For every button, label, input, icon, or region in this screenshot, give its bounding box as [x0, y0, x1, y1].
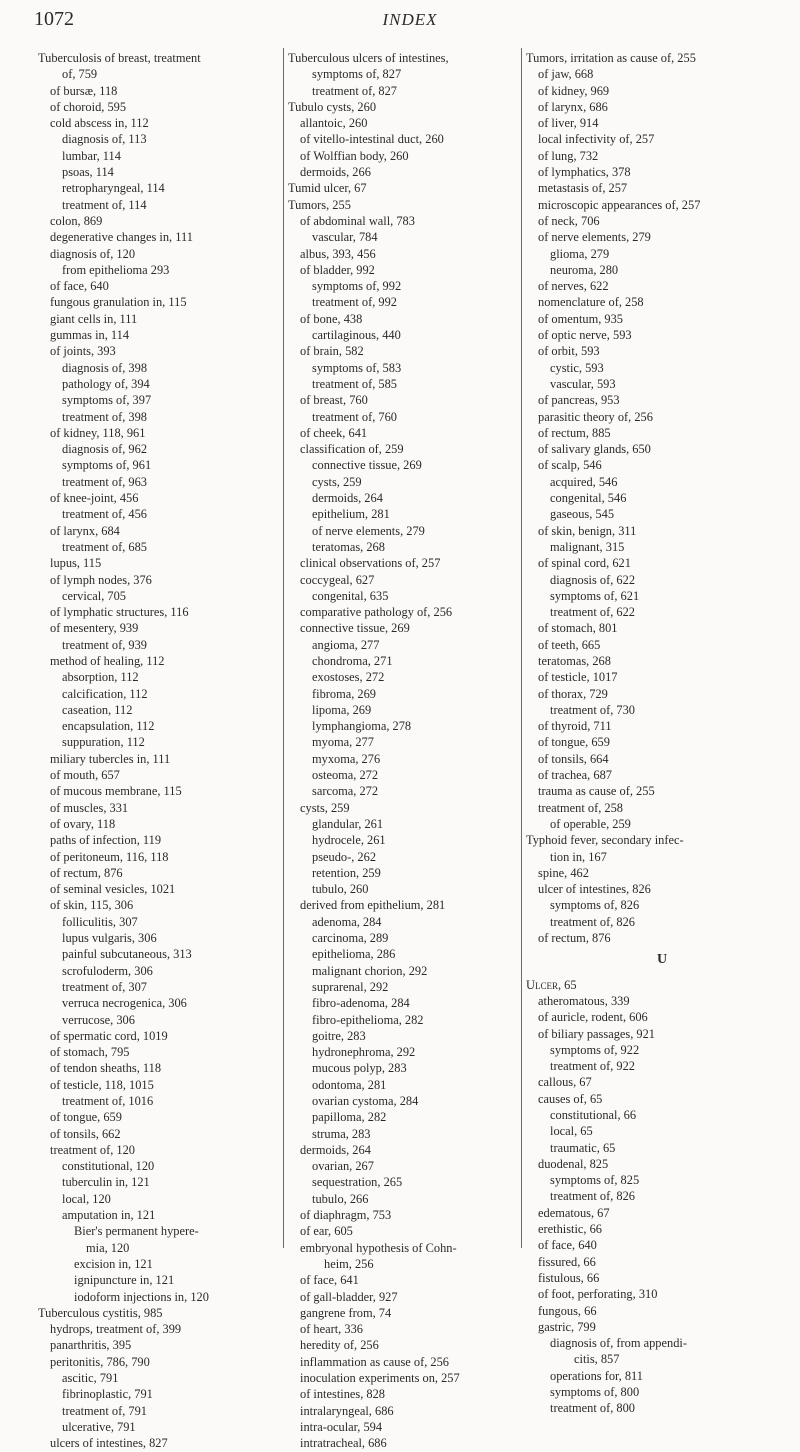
index-entry: treatment of, 1016: [62, 1094, 154, 1108]
index-entry: verrucose, 306: [62, 1012, 135, 1027]
index-entry: connective tissue, 269: [300, 621, 410, 636]
section-letter: U: [656, 952, 668, 968]
index-entry: microscopic appearances of, 257: [538, 197, 701, 212]
index-entry: glioma, 279: [550, 246, 610, 261]
page-header: [0, 6, 800, 32]
index-entry: osteoma, 272: [312, 768, 379, 783]
index-entry: symptoms of, 961: [62, 458, 152, 473]
index-entry: symptoms of, 397: [62, 393, 152, 408]
index-entry: goitre, 283: [312, 1028, 366, 1043]
index-column-3: [526, 50, 798, 1417]
index-entry: causes of, 65: [538, 1091, 603, 1106]
index-entry: symptoms of, 827: [312, 67, 402, 82]
index-entry: of tongue, 659: [538, 735, 610, 750]
index-entry: of kidney, 118, 961: [50, 425, 146, 440]
index-entry: of salivary glands, 650: [538, 442, 651, 457]
index-entry: mucous polyp, 283: [312, 1061, 407, 1076]
index-entry: cartilaginous, 440: [312, 328, 401, 343]
index-entry: pseudo-, 262: [312, 849, 377, 864]
index-entry: heim, 256: [324, 1256, 374, 1271]
index-entry: of pancreas, 953: [538, 393, 620, 408]
index-entry: retention, 259: [312, 865, 381, 880]
index-column-2: [288, 50, 518, 1452]
index-entry: encapsulation, 112: [62, 719, 155, 734]
index-entry: ovarian cystoma, 284: [312, 1094, 419, 1108]
index-entry: of rectum, 885: [538, 425, 611, 440]
index-entry: hydrops, treatment of, 399: [50, 1322, 182, 1337]
index-entry: gangrene from, 74: [300, 1305, 392, 1320]
index-entry: of intestines, 828: [300, 1387, 386, 1402]
index-entry: ascitic, 791: [62, 1371, 119, 1386]
index-entry: papilloma, 282: [312, 1110, 387, 1125]
index-entry: epithelioma, 286: [312, 947, 396, 962]
index-entry: dermoids, 266: [300, 165, 371, 180]
index-entry: treatment of, 827: [312, 83, 397, 98]
index-entry: acquired, 546: [550, 474, 618, 489]
index-entry: heredity of, 256: [300, 1338, 379, 1353]
index-entry: Bier's permanent hypere-: [74, 1224, 199, 1239]
index-entry: cervical, 705: [62, 588, 126, 603]
index-entry: angioma, 277: [312, 637, 380, 652]
index-entry: of face, 641: [300, 1273, 359, 1288]
index-entry: treatment of, 114: [62, 197, 147, 212]
index-entry: suppuration, 112: [62, 735, 145, 750]
index-entry: fibroma, 269: [312, 686, 377, 701]
index-entry: diagnosis of, 962: [62, 442, 148, 457]
index-entry: intra-ocular, 594: [300, 1419, 383, 1434]
index-entry: Tumid ulcer, 67: [288, 181, 367, 196]
index-entry: sarcoma, 272: [312, 784, 379, 799]
index-entry: of, 759: [62, 67, 98, 82]
index-entry: mia, 120: [86, 1240, 130, 1255]
index-entry: of testicle, 118, 1015: [50, 1077, 154, 1092]
index-entry: erethistic, 66: [538, 1222, 602, 1237]
index-entry: of thorax, 729: [538, 686, 608, 701]
index-entry: of brain, 582: [300, 344, 364, 359]
index-entry: of lymphatic structures, 116: [50, 605, 189, 620]
index-entry: albus, 393, 456: [300, 246, 376, 261]
index-entry: parasitic theory of, 256: [538, 409, 653, 424]
index-entry: of rectum, 876: [538, 931, 611, 946]
index-entry: treatment of, 258: [538, 800, 623, 815]
index-entry: of tonsils, 662: [50, 1126, 121, 1141]
index-entry: degenerative changes in, 111: [50, 230, 193, 245]
index-entry: cysts, 259: [300, 800, 350, 815]
index-entry: clinical observations of, 257: [300, 556, 441, 571]
index-entry: cold abscess in, 112: [50, 116, 149, 131]
index-entry: symptoms of, 922: [550, 1042, 640, 1057]
index-entry: myoma, 277: [312, 735, 374, 750]
index-entry: tuberculin in, 121: [62, 1175, 150, 1190]
index-entry: panarthritis, 395: [50, 1338, 132, 1353]
index-entry: symptoms of, 992: [312, 279, 402, 294]
index-entry: of larynx, 684: [50, 523, 120, 538]
index-entry: treatment of, 826: [550, 914, 635, 929]
index-entry: of trachea, 687: [538, 768, 612, 783]
index-entry: callous, 67: [538, 1075, 592, 1090]
index-entry: of nerve elements, 279: [312, 523, 425, 538]
index-entry: of seminal vesicles, 1021: [50, 882, 176, 897]
index-entry: of ovary, 118: [50, 816, 116, 831]
index-entry: treatment of, 456: [62, 507, 147, 522]
index-entry: metastasis of, 257: [538, 181, 628, 196]
index-entry: calcification, 112: [62, 686, 148, 701]
index-entry: constitutional, 120: [62, 1159, 155, 1174]
index-entry: classification of, 259: [300, 442, 404, 457]
index-entry: of testicle, 1017: [538, 670, 618, 685]
index-entry: of kidney, 969: [538, 83, 610, 98]
index-entry: edematous, 67: [538, 1205, 610, 1220]
index-entry: paths of infection, 119: [50, 833, 162, 848]
index-entry: congenital, 635: [312, 588, 389, 603]
index-entry: of tonsils, 664: [538, 751, 609, 766]
index-entry: sequestration, 265: [312, 1175, 403, 1190]
index-entry: duodenal, 825: [538, 1156, 609, 1171]
index-entry: verruca necrogenica, 306: [62, 996, 187, 1011]
index-entry: local, 65: [550, 1124, 593, 1139]
index-entry: of tendon sheaths, 118: [50, 1061, 162, 1076]
index-entry: symptoms of, 826: [550, 898, 640, 913]
index-entry: of choroid, 595: [50, 99, 127, 114]
index-entry: cystic, 593: [550, 360, 604, 375]
index-entry: operations for, 811: [550, 1368, 643, 1383]
index-entry: psoas, 114: [62, 165, 114, 180]
index-entry: of orbit, 593: [538, 344, 600, 359]
index-entry: of jaw, 668: [538, 67, 594, 82]
index-entry: lupus vulgaris, 306: [62, 931, 157, 946]
index-entry: scrofuloderm, 306: [62, 963, 153, 978]
index-entry: chondroma, 271: [312, 653, 393, 668]
index-entry: of bone, 438: [300, 311, 363, 326]
index-entry: of stomach, 801: [538, 621, 618, 636]
index-entry: trauma as cause of, 255: [538, 784, 655, 799]
index-entry: of larynx, 686: [538, 99, 608, 114]
page-number: 1072: [34, 8, 74, 30]
index-entry: giant cells in, 111: [50, 311, 138, 326]
index-entry: of scalp, 546: [538, 458, 602, 473]
index-entry: congenital, 546: [550, 491, 627, 506]
index-entry: of bladder, 992: [300, 262, 375, 277]
index-entry: coccygeal, 627: [300, 572, 375, 587]
index-entry: of lymph nodes, 376: [50, 572, 152, 587]
index-entry: dermoids, 264: [312, 491, 383, 506]
index-entry: of foot, perforating, 310: [538, 1287, 658, 1302]
index-entry: diagnosis of, 120: [50, 246, 136, 261]
index-entry: neuroma, 280: [550, 262, 619, 277]
index-entry: fibrinoplastic, 791: [62, 1387, 153, 1402]
index-entry: constitutional, 66: [550, 1108, 637, 1122]
index-entry: retropharyngeal, 114: [62, 181, 165, 196]
index-entry: excision in, 121: [74, 1256, 153, 1271]
index-entry: of thyroid, 711: [538, 719, 612, 734]
index-entry: derived from epithelium, 281: [300, 898, 446, 913]
index-entry: of omentum, 935: [538, 311, 624, 326]
index-entry: adenoma, 284: [312, 914, 382, 929]
index-entry: Ulcer, 65: [526, 977, 577, 992]
index-entry: method of healing, 112: [50, 653, 165, 668]
index-entry: of skin, benign, 311: [538, 523, 637, 538]
index-entry: symptoms of, 583: [312, 360, 402, 375]
column-divider: [283, 48, 284, 1248]
index-entry: of operable, 259: [550, 816, 631, 831]
index-entry: Tumors, irritation as cause of, 255: [526, 51, 696, 65]
index-entry: of neck, 706: [538, 213, 600, 228]
index-entry: inoculation experiments on, 257: [300, 1371, 460, 1386]
index-entry: of stomach, 795: [50, 1045, 130, 1060]
index-entry: ulcer of intestines, 826: [538, 882, 651, 897]
index-entry: of mucous membrane, 115: [50, 784, 182, 799]
index-entry: treatment of, 307: [62, 979, 147, 994]
index-entry: malignant chorion, 292: [312, 963, 428, 978]
index-entry: of skin, 115, 306: [50, 898, 134, 913]
index-entry: epithelium, 281: [312, 507, 390, 522]
index-entry: treatment of, 622: [550, 605, 635, 620]
index-entry: diagnosis of, 113: [62, 132, 147, 147]
index-entry: gastric, 799: [538, 1319, 596, 1334]
index-entry: Tuberculous cystitis, 985: [38, 1305, 163, 1320]
index-entry: tion in, 167: [550, 849, 607, 864]
index-column-1: [38, 50, 282, 1452]
index-entry: treatment of, 922: [550, 1059, 635, 1074]
index-entry: teratomas, 268: [312, 539, 385, 554]
index-entry: Tubulo cysts, 260: [288, 99, 377, 114]
index-entry: colon, 869: [50, 213, 103, 228]
index-entry: Typhoid fever, secondary infec-: [526, 833, 684, 848]
index-entry: ulcerative, 791: [62, 1419, 136, 1434]
index-entry: of nerves, 622: [538, 279, 609, 294]
index-entry: of breast, 760: [300, 393, 368, 408]
index-entry: of auricle, rodent, 606: [538, 1010, 648, 1025]
index-entry: of teeth, 665: [538, 637, 601, 652]
index-entry: Tuberculous ulcers of intestines,: [288, 51, 449, 65]
index-entry: connective tissue, 269: [312, 458, 422, 473]
index-entry: ovarian, 267: [312, 1159, 374, 1174]
index-entry: treatment of, 730: [550, 702, 635, 717]
index-entry: spine, 462: [538, 865, 589, 880]
index-entry: of ear, 605: [300, 1224, 353, 1239]
column-divider: [521, 48, 522, 1248]
index-entry: traumatic, 65: [550, 1140, 616, 1155]
index-entry: of biliary passages, 921: [538, 1026, 655, 1041]
index-entry: fissured, 66: [538, 1254, 596, 1269]
index-entry: of mesentery, 939: [50, 621, 139, 636]
index-entry: of tongue, 659: [50, 1110, 122, 1125]
index-entry: of face, 640: [538, 1238, 597, 1253]
index-entry: amputation in, 121: [62, 1208, 156, 1223]
index-entry: of gall-bladder, 927: [300, 1289, 398, 1304]
index-entry: of heart, 336: [300, 1322, 363, 1337]
index-entry: treatment of, 992: [312, 295, 397, 310]
index-entry: tubulo, 266: [312, 1191, 369, 1206]
index-entry: treatment of, 963: [62, 474, 147, 489]
index-entry: inflammation as cause of, 256: [300, 1354, 449, 1369]
index-entry: odontoma, 281: [312, 1077, 387, 1092]
index-entry: of peritoneum, 116, 118: [50, 849, 169, 864]
index-entry: dermoids, 264: [300, 1142, 371, 1157]
index-entry: tubulo, 260: [312, 882, 369, 897]
index-entry: local, 120: [62, 1191, 111, 1206]
index-entry: fistulous, 66: [538, 1270, 600, 1285]
index-entry: treatment of, 800: [550, 1401, 635, 1416]
index-entry: glandular, 261: [312, 816, 384, 831]
index-entry: of lymphatics, 378: [538, 165, 631, 180]
index-entry: of nerve elements, 279: [538, 230, 651, 245]
index-entry: of lung, 732: [538, 148, 599, 163]
index-entry: of face, 640: [50, 279, 109, 294]
index-entry: hydrocele, 261: [312, 833, 386, 848]
index-entry: diagnosis of, 398: [62, 360, 148, 375]
index-entry: of liver, 914: [538, 116, 599, 131]
index-entry: vascular, 784: [312, 230, 378, 245]
index-entry: treatment of, 826: [550, 1189, 635, 1204]
index-entry: folliculitis, 307: [62, 914, 138, 929]
index-entry: struma, 283: [312, 1126, 371, 1141]
index-entry: malignant, 315: [550, 539, 625, 554]
index-entry: ignipuncture in, 121: [74, 1273, 175, 1288]
index-entry: miliary tubercles in, 111: [50, 751, 171, 766]
index-entry: treatment of, 760: [312, 409, 397, 424]
index-entry: comparative pathology of, 256: [300, 605, 453, 620]
index-entry: teratomas, 268: [538, 653, 611, 668]
index-entry: symptoms of, 800: [550, 1385, 640, 1400]
index-entry: from epithelioma 293: [62, 262, 170, 277]
index-entry: local infectivity of, 257: [538, 132, 655, 147]
index-entry: peritonitis, 786, 790: [50, 1354, 150, 1369]
index-entry: treatment of, 120: [50, 1142, 135, 1157]
index-entry: gaseous, 545: [550, 507, 615, 522]
index-entry: absorption, 112: [62, 670, 139, 685]
index-entry: of spermatic cord, 1019: [50, 1028, 168, 1043]
index-entry: fibro-epithelioma, 282: [312, 1012, 424, 1027]
index-entry: symptoms of, 825: [550, 1173, 640, 1188]
index-entry: hydronephroma, 292: [312, 1045, 416, 1060]
index-entry: of bursæ, 118: [50, 83, 118, 98]
index-entry: nomenclature of, 258: [538, 295, 644, 310]
index-entry: exostoses, 272: [312, 670, 385, 685]
index-entry: diagnosis of, 622: [550, 572, 636, 587]
index-entry: ulcers of intestines, 827: [50, 1436, 168, 1451]
index-entry: lipoma, 269: [312, 702, 372, 717]
index-entry: fungous, 66: [538, 1303, 597, 1318]
index-entry: of joints, 393: [50, 344, 116, 359]
index-entry: intratracheal, 686: [300, 1436, 387, 1451]
index-entry: of cheek, 641: [300, 425, 368, 440]
index-entry: fibro-adenoma, 284: [312, 996, 410, 1011]
index-entry: treatment of, 585: [312, 376, 397, 391]
index-entry: Tuberculosis of breast, treatment: [38, 51, 201, 65]
index-entry: myxoma, 276: [312, 751, 381, 766]
index-entry: caseation, 112: [62, 702, 133, 717]
index-entry: of muscles, 331: [50, 800, 129, 815]
index-entry: atheromatous, 339: [538, 993, 630, 1008]
index-entry: treatment of, 685: [62, 539, 147, 554]
index-entry: vascular, 593: [550, 376, 616, 391]
page-title: INDEX: [382, 10, 438, 29]
index-entry: cysts, 259: [312, 474, 362, 489]
index-entry: of optic nerve, 593: [538, 328, 632, 343]
index-entry: symptoms of, 621: [550, 588, 640, 603]
index-entry: Tumors, 255: [288, 197, 351, 212]
index-entry: embryonal hypothesis of Cohn-: [300, 1240, 457, 1255]
index-entry: suprarenal, 292: [312, 979, 389, 994]
index-entry: of rectum, 876: [50, 865, 123, 880]
index-entry: of vitello-intestinal duct, 260: [300, 132, 444, 147]
index-entry: iodoform injections in, 120: [74, 1289, 209, 1304]
index-entry: treatment of, 939: [62, 637, 147, 652]
index-entry: carcinoma, 289: [312, 931, 389, 946]
index-entry: allantoic, 260: [300, 116, 368, 131]
index-entry: intralaryngeal, 686: [300, 1403, 394, 1418]
index-entry: lupus, 115: [50, 556, 102, 571]
index-entry: of spinal cord, 621: [538, 556, 631, 571]
index-entry: citis, 857: [574, 1352, 620, 1367]
index-entry: treatment of, 791: [62, 1403, 147, 1418]
index-entry: diagnosis of, from appendi-: [550, 1336, 687, 1351]
index-entry: of mouth, 657: [50, 768, 120, 783]
index-entry: lumbar, 114: [62, 148, 121, 163]
index-entry: treatment of, 398: [62, 409, 147, 424]
index-entry: lymphangioma, 278: [312, 719, 412, 734]
index-entry: of knee-joint, 456: [50, 491, 139, 506]
index-entry: of Wolffian body, 260: [300, 148, 409, 163]
index-entry: fungous granulation in, 115: [50, 295, 187, 310]
index-entry: of abdominal wall, 783: [300, 213, 415, 228]
index-entry: of diaphragm, 753: [300, 1208, 392, 1223]
index-entry: painful subcutaneous, 313: [62, 947, 192, 962]
index-entry: gummas in, 114: [50, 328, 130, 343]
index-entry: pathology of, 394: [62, 376, 150, 391]
